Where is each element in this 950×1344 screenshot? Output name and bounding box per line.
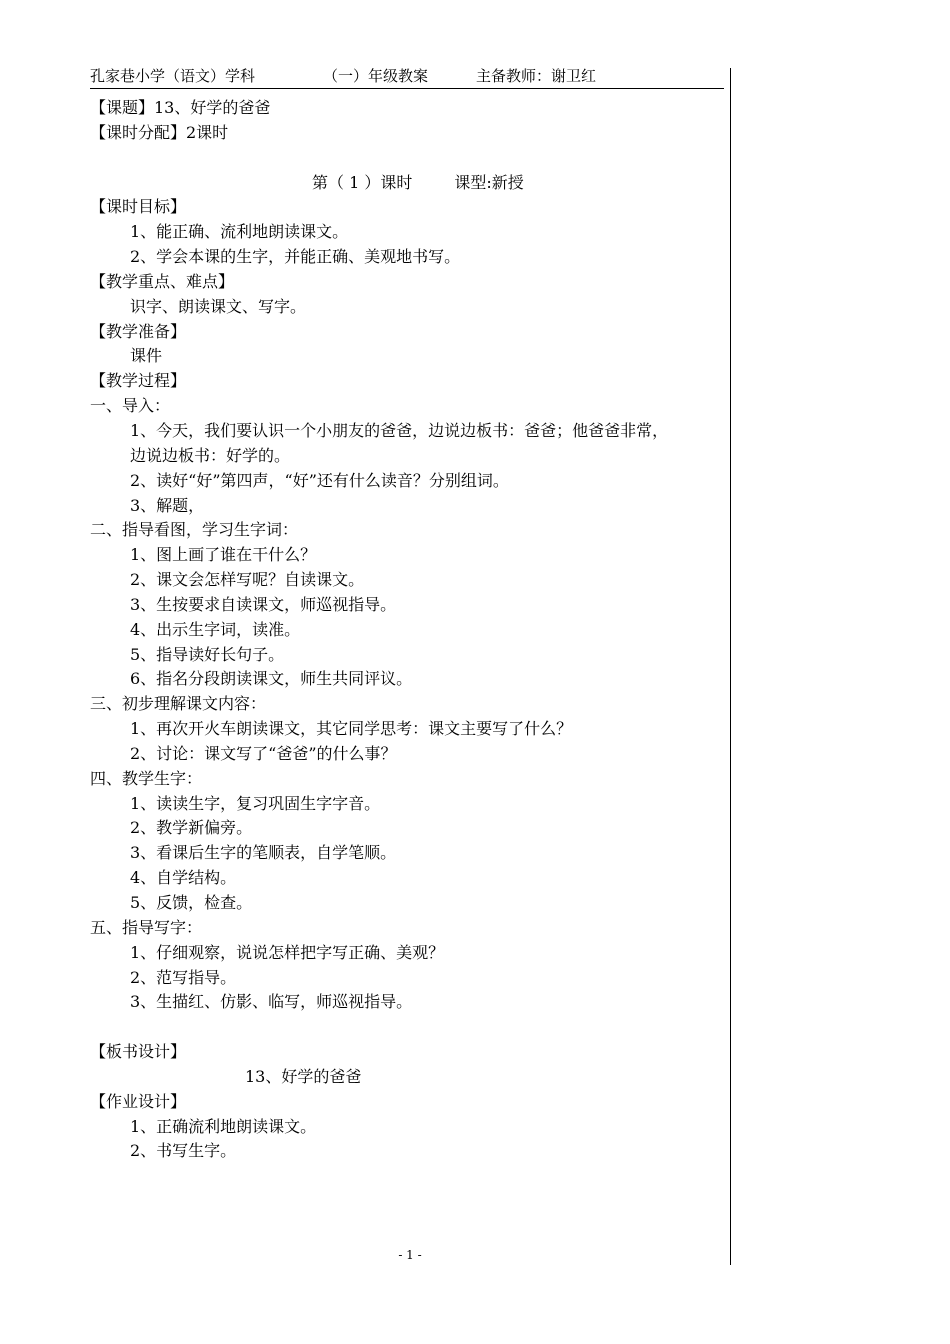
homework-item: 1、正确流利地朗读课文。	[130, 1116, 317, 1136]
header-teacher: 主备教师：谢卫红	[476, 67, 597, 85]
lesson-plan-body	[90, 96, 730, 1164]
header-grade: （一）年级教案	[323, 67, 429, 85]
process-line: 3、生描红、仿影、临写，师巡视指导。	[130, 992, 413, 1012]
process-line: 1、今天，我们要认识一个小朋友的爸爸，边说边板书：爸爸；他爸爸非常，	[130, 420, 669, 440]
process-line: 2、读好“好”第四声，“好”还有什么读音？分别组词。	[130, 470, 509, 490]
process-line: 1、读读生字，复习巩固生字字音。	[130, 793, 381, 813]
homework-heading: 【作业设计】	[90, 1091, 187, 1111]
process-line: 5、指导读好长句子。	[130, 644, 285, 664]
process-line: 边说边板书：好学的。	[130, 445, 291, 465]
process-line: 1、再次开火车朗读课文，其它同学思考：课文主要写了什么？	[130, 719, 573, 739]
page-number: - 1 -	[398, 1248, 422, 1262]
board-text: 13、好学的爸爸	[245, 1066, 362, 1086]
section-title: 五、指导写字：	[90, 917, 203, 937]
process-line: 5、反馈，检查。	[130, 893, 253, 912]
process-line: 2、讨论：课文写了“爸爸”的什么事？	[130, 743, 397, 763]
header-school: 孔家巷小学（语文）学科	[90, 67, 256, 85]
lesson-allocation: 【课时分配】2课时	[90, 122, 229, 142]
key-points-text: 识字、朗读课文、写字。	[130, 296, 307, 316]
section-title: 三、初步理解课文内容：	[90, 694, 267, 714]
process-line: 4、自学结构。	[130, 868, 237, 888]
process-line: 3、看课后生字的笔顺表，自学笔顺。	[130, 843, 397, 863]
right-margin-line	[730, 68, 731, 1265]
topic: 【课题】13、好学的爸爸	[90, 98, 271, 117]
section-title: 二、指导看图，学习生字词：	[90, 520, 299, 540]
process-heading: 【教学过程】	[90, 371, 187, 391]
homework-item: 2、书写生字。	[130, 1141, 237, 1161]
process-line: 3、解题，	[130, 495, 205, 515]
process-line: 6、指名分段朗读课文，师生共同评议。	[130, 669, 413, 689]
page-header	[90, 64, 724, 89]
spacer	[90, 1015, 730, 1040]
objective-item: 2、学会本课的生字，并能正确、美观地书写。	[130, 247, 461, 267]
process-line: 1、图上画了谁在干什么？	[130, 545, 317, 565]
objectives-heading: 【课时目标】	[90, 197, 187, 217]
lesson-info	[90, 171, 730, 196]
process-line: 3、生按要求自读课文，师巡视指导。	[130, 594, 397, 614]
spacer	[90, 146, 730, 171]
lesson-number: 第（ 1 ）课时	[312, 172, 413, 192]
objective-item: 1、能正确、流利地朗读课文。	[130, 222, 349, 242]
preparation-text: 课件	[130, 346, 163, 366]
section-title: 四、教学生字：	[90, 768, 203, 788]
preparation-heading: 【教学准备】	[90, 321, 187, 341]
key-points-heading: 【教学重点、难点】	[90, 271, 235, 291]
process-line: 1、仔细观察，说说怎样把字写正确、美观？	[130, 942, 445, 962]
process-line: 2、范写指导。	[130, 967, 237, 987]
process-line: 4、出示生字词，读准。	[130, 619, 301, 639]
process-line: 2、教学新偏旁。	[130, 818, 253, 838]
process-line: 2、课文会怎样写呢？自读课文。	[130, 570, 365, 590]
section-title: 一、导入：	[90, 396, 171, 416]
lesson-type: 课型:新授	[454, 172, 524, 192]
board-heading: 【板书设计】	[90, 1042, 187, 1062]
